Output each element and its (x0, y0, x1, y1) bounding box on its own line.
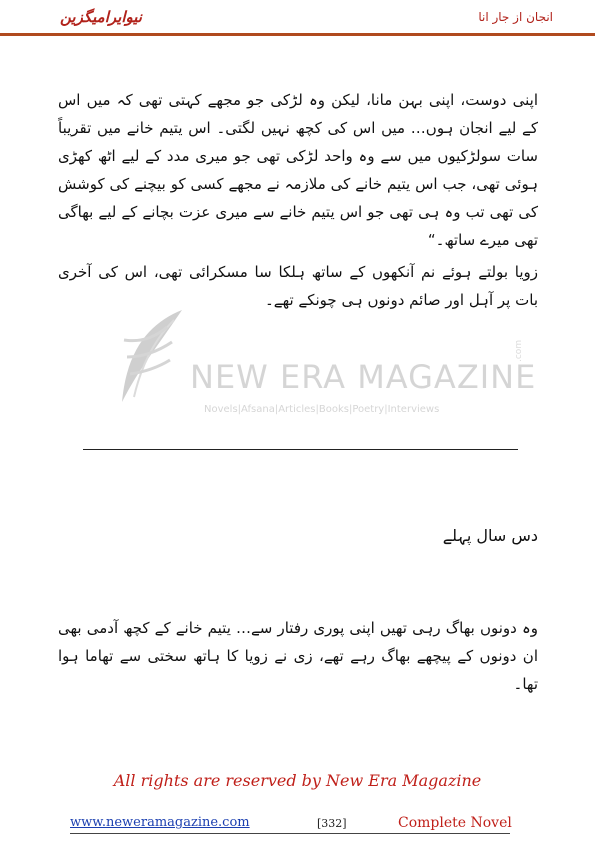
footer-label: Complete Novel (398, 815, 512, 831)
section-heading: دس سال پہلے (442, 526, 538, 545)
paragraph-3: وہ دونوں بھاگ رہی تھیں اپنی پوری رفتار سے… یتیم خانے کے کچھ آدمی بھی ان دونوں کے پیچھے بھاگ رہے تھے، زی نے زویا کا ہاتھ سختی سے تھاما ہوا تھا۔ (58, 619, 538, 693)
paragraph-2: زویا بولتے ہوئے نم آنکھوں کے ساتھ ہلکا سا مسکرائی تھی، اس کی آخری بات پر آہل اور صائم دونوں ہی چونکے تھے۔ (58, 263, 538, 309)
footer-rule (70, 833, 510, 834)
brand-logo-text: نیوایرامیگزین (60, 8, 142, 26)
header-title: انجان از جار انا (478, 10, 553, 24)
watermark-subtitle: Novels|Afsana|Articles|Books|Poetry|Interviews (204, 404, 440, 415)
watermark (112, 300, 537, 420)
watermark-leaf-icon (112, 302, 192, 412)
footer-website-link[interactable]: www.neweramagazine.com (70, 815, 250, 830)
header-rule (0, 33, 595, 36)
footer-rights: All rights are reserved by New Era Magazine (113, 771, 482, 790)
page-number: [332] (317, 817, 347, 830)
paragraph-1: اپنی دوست، اپنی بہن مانا، لیکن وہ لڑکی جو مجھے کہتی تھی کہ میں اس کے لیے انجان ہوں… میں اس کی کچھ نہیں لگتی۔ اس یتیم خانے میں تقریباً سات سولڑکیوں میں سے وہ واحد لڑکی تھی جو میری مدد کے لیے اٹھ کھڑی ہوئی تھی، جب اس یتیم خانے کی ملازمہ نے مجھے کسی کو بیچنے کی کوشش کی تھی تب وہ ہی تھی جو اس یتیم خانے سے میری عزت بچانے کے لیے بھاگی تھی میرے ساتھ۔“ (58, 91, 538, 249)
watermark-title: NEW ERA MAGAZINE (190, 358, 537, 396)
watermark-suffix: .com (514, 339, 524, 362)
section-divider (83, 449, 518, 450)
